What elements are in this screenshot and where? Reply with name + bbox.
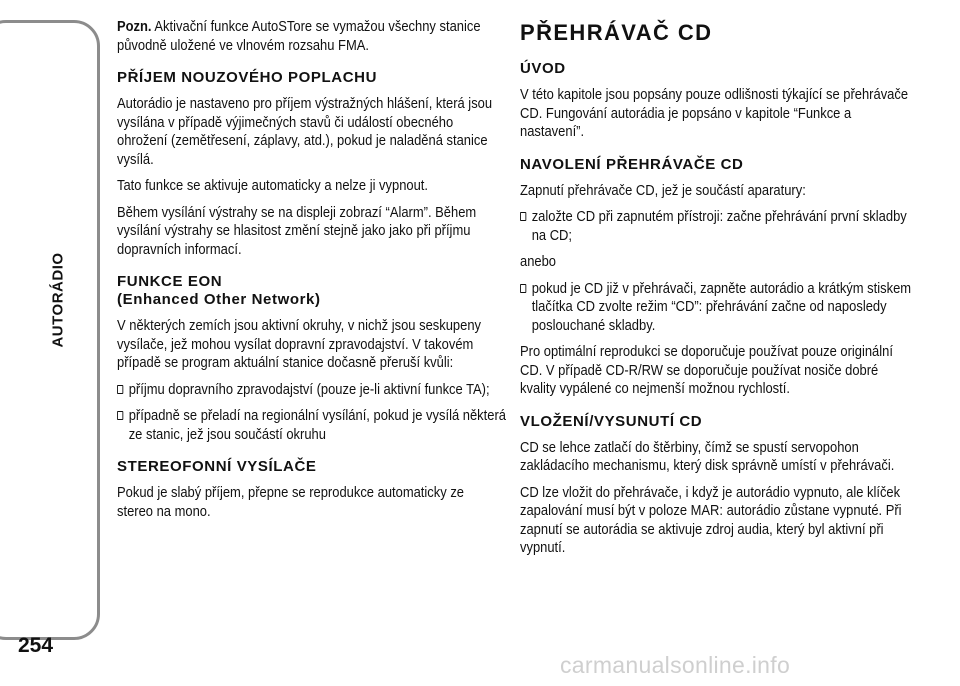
paragraph: Pokud je slabý příjem, přepne se reprodukce automaticky ze stereo na mono. bbox=[117, 485, 464, 520]
heading-eon-line2: (Enhanced Other Network) bbox=[117, 291, 321, 308]
heading-stereo: STEREOFONNÍ VYSÍLAČE bbox=[117, 458, 317, 475]
paragraph: V této kapitole jsou popsány pouze odlišnosti týkající se přehrávače CD. Fungování autorádia je popsáno v kapitole “Funkce a nastavení”. bbox=[520, 87, 909, 140]
bullet-item: založte CD při zapnutém přístroji: začne přehrávání první skladby na CD; bbox=[520, 208, 923, 245]
heading-select-cd: NAVOLENÍ PŘEHRÁVAČE CD bbox=[520, 155, 744, 173]
note-paragraph bbox=[117, 18, 500, 55]
paragraph: anebo bbox=[520, 254, 557, 270]
bullet-item: příjmu dopravního zpravodajství (pouze je-li aktivní funkce TA); bbox=[117, 381, 511, 400]
paragraph: V některých zemích jsou aktivní okruhy, v nichž jsou seskupeny vysílače, jež mohou vysílat dopravní zpravodajství. V takovém případě se program aktuální stanice dočasně přeruší kvůli: bbox=[117, 318, 482, 371]
right-column bbox=[520, 18, 912, 566]
heading-eon-line1: FUNKCE EON bbox=[117, 273, 223, 290]
left-column bbox=[117, 18, 506, 529]
heading-emergency: PŘÍJEM NOUZOVÉHO POPLACHU bbox=[117, 69, 378, 86]
paragraph: Pro optimální reprodukci se doporučuje používat pouze originální CD. V případě CD-R/RW se doporučuje používat nosiče dobré kvality vypálené co nejmenší možnou rychlostí. bbox=[520, 344, 893, 397]
paragraph: Autorádio je nastaveno pro příjem výstražných hlášení, která jsou vysílána v případě výjimečných stavů či událostí obecného ohrožení (zemětřesení, záplavy, atd.), pokud je naladěná stanice vysílá. bbox=[117, 96, 493, 168]
heading-intro: ÚVOD bbox=[520, 60, 566, 77]
paragraph: Tato funkce se aktivuje automaticky a nelze ji vypnout. bbox=[117, 178, 429, 194]
paragraph: Během vysílání výstrahy se na displeji zobrazí “Alarm”. Během vysílání výstrahy se hlasitost změní stejně jako jako při příjmu dopravních informací. bbox=[117, 204, 477, 258]
paragraph: CD se lehce zatlačí do štěrbiny, čímž se spustí servopohon zakládacího mechanismu, který disk správně umístí v přehrávači. bbox=[520, 439, 895, 474]
note-label: Pozn. bbox=[117, 19, 152, 35]
note-text: Aktivační funkce AutoSTore se vymažou všechny stanice původně uložené ve vlnovém rozsahu FMA. bbox=[117, 19, 481, 54]
heading-insert-eject: VLOŽENÍ/VYSUNUTÍ CD bbox=[520, 412, 703, 430]
chapter-title: PŘEHRÁVAČ CD bbox=[520, 20, 713, 45]
bullet-item: pokud je CD již v přehrávači, zapněte autorádio a krátkým stiskem tlačítka CD zvolte režim “CD”: přehrávání začne od naposledy poslouchané skladby. bbox=[520, 280, 923, 336]
page-number: 254 bbox=[18, 634, 54, 657]
watermark: carmanualsonline.info bbox=[560, 652, 791, 678]
paragraph: CD lze vložit do přehrávače, i když je autorádio vypnuto, ale klíček zapalování musí být v poloze MAR: autorádio zůstane vypnuté. Při zapnutí se autorádia se aktivuje zdroj audia, který byl aktivní při vypnutí. bbox=[520, 484, 902, 556]
section-label: AUTORÁDIO bbox=[49, 252, 67, 348]
bullet-item: případně se přeladí na regionální vysílání, pokud je vysílá některá ze stanic, jež jsou součástí okruhu bbox=[117, 407, 511, 444]
paragraph: Zapnutí přehrávače CD, jež je součástí aparatury: bbox=[520, 182, 806, 199]
heading-eon bbox=[117, 273, 500, 309]
